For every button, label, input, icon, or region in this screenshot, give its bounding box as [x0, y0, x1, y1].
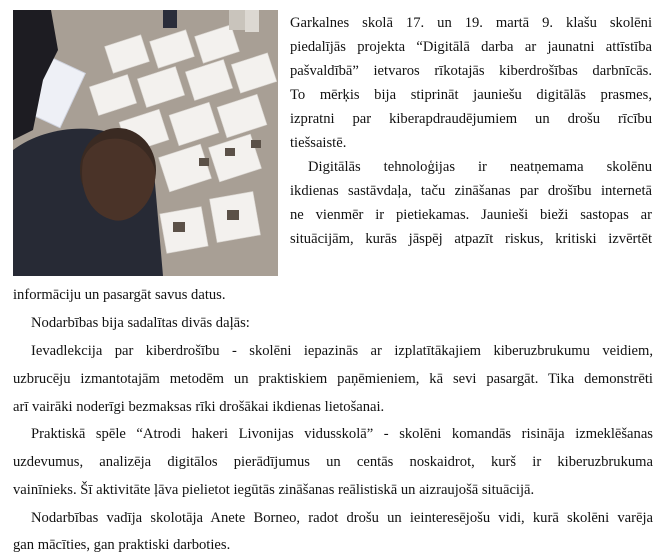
- paragraph-line: Nodarbības vadīja skolotāja Anete Borneo, radot drošu un ieinteresējošu vidi, kurā skolēni varēja: [31, 510, 653, 526]
- paragraph-line: ne vienmēr ir pietiekamas. Jaunieši bieži sastopas ar: [290, 207, 652, 223]
- paragraph-line: gan mācīties, gan praktiski darboties.: [13, 537, 231, 553]
- section-intro: Nodarbības bija sadalītas divās daļās:: [31, 315, 250, 331]
- paragraph-line: To mērķis bija stiprināt jauniešu digitālās prasmes,: [290, 87, 652, 103]
- paragraph-line: tiešsaistē.: [290, 135, 347, 151]
- paragraph-line: Ievadlekcija par kiberdrošību - skolēni iepazinās ar izplatītākajiem kiberuzbrukumu veidiem,: [31, 343, 653, 359]
- paragraph-line: piedalījās projekta “Digitālā darba ar jaunatni attīstība: [290, 39, 652, 55]
- paragraph-line: izpratni par kiberapdraudējumiem un drošu rīcību: [290, 111, 652, 127]
- paragraph-line: vainīnieks. Šī aktivitāte ļāva pielietot iegūtās zināšanas reālistiskā un aizraujošā situācijā.: [13, 482, 535, 498]
- workshop-photo: [13, 10, 278, 276]
- paragraph-line: uzdevumus, analizēja digitālos pierādījumus un centās noskaidrot, kurš ir kiberuzbrukuma: [13, 454, 653, 470]
- paragraph-line: informāciju un pasargāt savus datus.: [13, 287, 226, 303]
- paragraph-line: pašvaldībā” ietvaros rīkotajās kiberdrošības darbnīcās.: [290, 63, 652, 79]
- paragraph-line: situācijām, kurās jāspēj atpazīt riskus, kritiski izvērtēt: [290, 231, 652, 247]
- paragraph-line: uzbrucēju izmantotajām metodēm un praktiskiem paņēmieniem, kā sevi pasargāt. Tika demonstrēti: [13, 371, 653, 387]
- paragraph-line: Garkalnes skolā 17. un 19. martā 9. klašu skolēni: [290, 15, 652, 31]
- paragraph-line: Praktiskā spēle “Atrodi hakeri Livonijas vidusskolā” - skolēni komandās risināja izmeklēšanas: [31, 426, 653, 442]
- paragraph-line: arī vairāki noderīgi bezmaksas rīki drošākai ikdienas lietošanai.: [13, 399, 385, 415]
- paragraph-line: ikdienas sastāvdaļa, taču zināšanas par drošību internetā: [290, 183, 652, 199]
- photo-illustration: [13, 10, 278, 276]
- paragraph-line: Digitālās tehnoloģijas ir neatņemama skolēnu: [308, 159, 652, 175]
